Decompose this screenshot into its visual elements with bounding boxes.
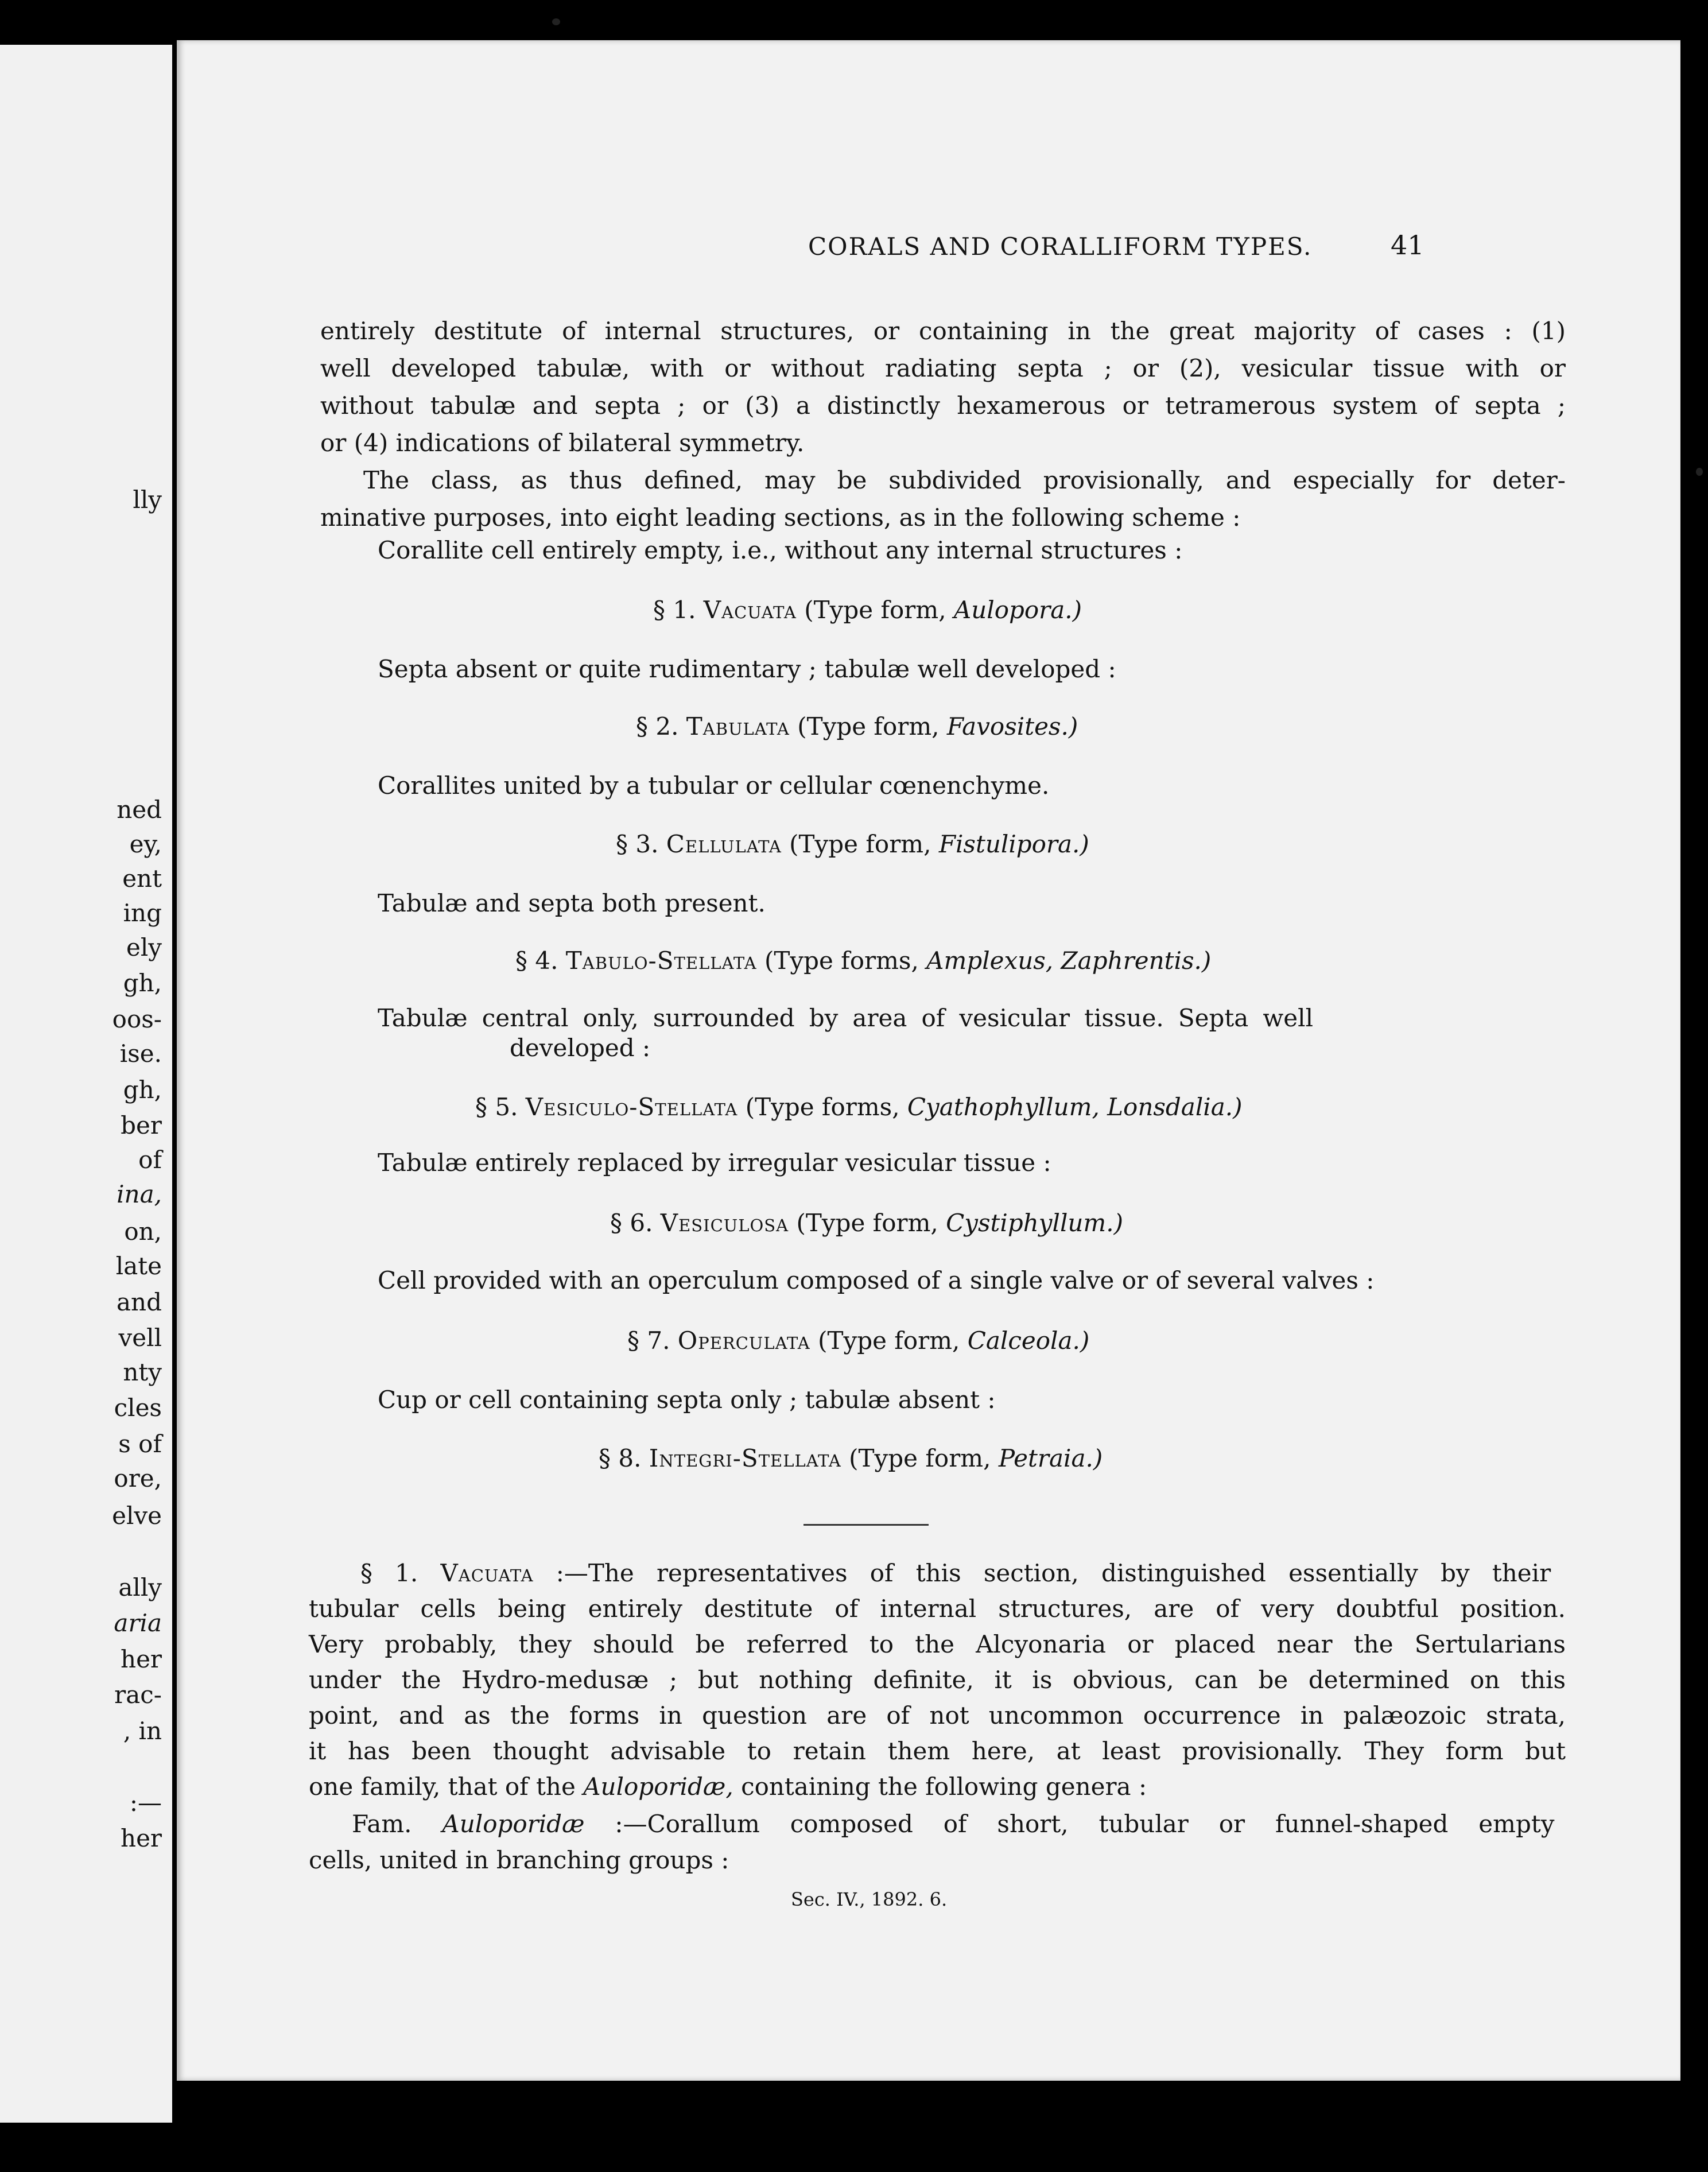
class-para-line: The class, as thus defined, may be subdivided provisionally, and especially for deter- bbox=[363, 466, 1566, 494]
scheme-description: Corallites united by a tubular or cellular cœnenchyme. bbox=[378, 771, 1050, 800]
facing-page-fragment: cles bbox=[114, 1394, 162, 1422]
facing-page-edge bbox=[0, 45, 172, 2123]
paragraph-text: :—The representatives of this section, distinguished essentially by their bbox=[556, 1559, 1551, 1587]
facing-page-fragment: nty bbox=[123, 1358, 162, 1386]
running-header: CORALS AND CORALLIFORM TYPES. bbox=[808, 232, 1313, 261]
section-name: Vesiculo-Stellata bbox=[525, 1093, 738, 1121]
section-name: Vacuata bbox=[703, 596, 797, 624]
type-form-label: (Type forms, bbox=[764, 947, 919, 975]
section-name: Tabulata bbox=[686, 712, 790, 740]
type-form-label: (Type forms, bbox=[745, 1093, 900, 1121]
section-heading bbox=[475, 1095, 1243, 1119]
section-heading bbox=[653, 598, 1082, 622]
section-name: Integri-Stellata bbox=[649, 1444, 841, 1472]
paragraph-text: Fam. bbox=[352, 1810, 412, 1838]
facing-page-fragment: oos- bbox=[112, 1005, 162, 1033]
section-number: § 3. bbox=[616, 830, 659, 858]
scheme-description: Tabulæ entirely replaced by irregular vesicular tissue : bbox=[378, 1149, 1051, 1177]
section-heading bbox=[616, 832, 1089, 856]
section-heading bbox=[636, 712, 1078, 740]
scheme-description: Septa absent or quite rudimentary ; tabulæ well developed : bbox=[378, 655, 1116, 683]
facing-page-fragment: vell bbox=[118, 1324, 162, 1352]
facing-page-fragment: ise. bbox=[119, 1040, 162, 1068]
type-form-label: (Type form, bbox=[797, 712, 940, 740]
section-name: Vesiculosa bbox=[660, 1209, 789, 1237]
facing-page-fragment: lly bbox=[133, 486, 162, 514]
type-form-label: (Type form, bbox=[849, 1444, 991, 1472]
page bbox=[177, 40, 1680, 2081]
section-name: Operculata bbox=[677, 1327, 810, 1355]
vacuata-para-line: it has been thought advisable to retain them here, at least provisionally. They form but bbox=[309, 1737, 1566, 1765]
facing-page-fragment: ina, bbox=[117, 1180, 162, 1208]
section-heading bbox=[627, 1329, 1089, 1353]
type-genus: Petraia.) bbox=[998, 1444, 1103, 1472]
facing-page-fragment: her bbox=[121, 1824, 162, 1852]
type-genus: Aulopora.) bbox=[953, 596, 1082, 624]
vacuata-para-line: point, and as the forms in question are of not uncommon occurrence in palæozoic strata, bbox=[309, 1701, 1566, 1729]
facing-page-fragment: rac- bbox=[114, 1681, 162, 1709]
scheme-description: Tabulæ and septa both present. bbox=[378, 889, 766, 917]
type-genus: Cyathophyllum, Lonsdalia.) bbox=[907, 1093, 1243, 1121]
class-para-line: minative purposes, into eight leading sections, as in the following scheme : bbox=[320, 503, 1241, 532]
facing-page-fragment: of bbox=[138, 1146, 162, 1174]
facing-page-fragment: ber bbox=[121, 1111, 162, 1139]
paragraph-text: containing the following genera : bbox=[741, 1772, 1147, 1801]
intro-line: without tabulæ and septa ; or (3) a distinctly hexamerous or tetramerous system of septa ; bbox=[320, 391, 1566, 420]
section-divider bbox=[803, 1524, 929, 1526]
vacuata-para-line: Very probably, they should be referred to the Alcyonaria or placed near the Sertularians bbox=[309, 1630, 1566, 1658]
facing-page-fragment: ore, bbox=[114, 1464, 162, 1492]
facing-page-fragment: her bbox=[121, 1645, 162, 1673]
facing-page-fragment: and bbox=[117, 1288, 162, 1316]
facing-page-fragment: ally bbox=[118, 1573, 162, 1601]
scheme-description: Cup or cell containing septa only ; tabulæ absent : bbox=[378, 1386, 996, 1414]
facing-page-fragment: gh, bbox=[123, 1076, 162, 1104]
vacuata-para-first-line bbox=[360, 1561, 1551, 1585]
paragraph-text: one family, that of the bbox=[309, 1772, 576, 1801]
type-form-label: (Type form, bbox=[796, 1209, 938, 1237]
facing-page-fragment: ey, bbox=[129, 830, 162, 858]
section-number: § 8. bbox=[599, 1444, 642, 1472]
intro-line: entirely destitute of internal structures, or containing in the great majority of cases : (1) bbox=[320, 317, 1566, 345]
scheme-description: Cell provided with an operculum composed of a single valve or of several valves : bbox=[378, 1266, 1375, 1294]
page-number: 41 bbox=[1391, 230, 1424, 261]
section-number: § 5. bbox=[475, 1093, 518, 1121]
family-name: Auloporidæ bbox=[442, 1810, 585, 1838]
facing-page-fragment: aria bbox=[114, 1609, 162, 1637]
fam-para-line: cells, united in branching groups : bbox=[309, 1846, 729, 1874]
intro-line: or (4) indications of bilateral symmetry. bbox=[320, 429, 805, 457]
facing-page-fragment: ent bbox=[122, 864, 162, 893]
dust-speck bbox=[1696, 468, 1703, 476]
facing-page-fragment: ned bbox=[117, 796, 162, 824]
type-form-label: (Type form, bbox=[789, 830, 931, 858]
section-number: § 6. bbox=[610, 1209, 653, 1237]
type-genus: Amplexus, Zaphrentis.) bbox=[926, 947, 1212, 975]
section-name: Tabulo-Stellata bbox=[565, 947, 757, 975]
paragraph-text: :—Corallum composed of short, tubular or funnel-shaped empty bbox=[615, 1810, 1555, 1838]
type-form-label: (Type form, bbox=[818, 1327, 960, 1355]
vacuata-para-line: under the Hydro-medusæ ; but nothing definite, it is obvious, can be determined on this bbox=[309, 1666, 1566, 1694]
section-name: Cellulata bbox=[666, 830, 782, 858]
facing-page-fragment: :— bbox=[129, 1789, 162, 1817]
section-number: § 7. bbox=[627, 1327, 670, 1355]
fam-para-first-line bbox=[352, 1812, 1554, 1836]
section-name: Vacuata bbox=[440, 1559, 534, 1587]
dust-speck bbox=[552, 18, 560, 25]
facing-page-fragment: elve bbox=[112, 1502, 162, 1530]
type-form-label: (Type form, bbox=[804, 596, 946, 624]
facing-page-fragment: late bbox=[115, 1252, 162, 1280]
facing-page-fragment: on, bbox=[124, 1217, 162, 1246]
scheme-description: developed : bbox=[510, 1034, 651, 1062]
scheme-description: Tabulæ central only, surrounded by area of vesicular tissue. Septa well bbox=[378, 1004, 1313, 1032]
intro-line: well developed tabulæ, with or without radiating septa ; or (2), vesicular tissue with or bbox=[320, 354, 1566, 382]
section-number: § 2. bbox=[636, 712, 679, 740]
facing-page-fragment: s of bbox=[118, 1430, 162, 1458]
facing-page-fragment: ely bbox=[126, 933, 162, 961]
facing-page-fragment: gh, bbox=[123, 969, 162, 997]
facing-page-fragment: , in bbox=[123, 1717, 162, 1745]
section-heading bbox=[599, 1446, 1103, 1471]
type-genus: Favosites.) bbox=[946, 712, 1078, 740]
section-number: § 1. bbox=[653, 596, 696, 624]
section-heading bbox=[515, 949, 1211, 973]
family-name: Auloporidæ, bbox=[583, 1772, 733, 1801]
facing-page-fragment: ing bbox=[123, 899, 162, 927]
vacuata-para-last-line bbox=[309, 1772, 1147, 1801]
vacuata-para-line: tubular cells being entirely destitute of internal structures, are of very doubtful position. bbox=[309, 1595, 1566, 1623]
section-number: § 1. bbox=[360, 1559, 418, 1587]
type-genus: Cystiphyllum.) bbox=[946, 1209, 1123, 1237]
type-genus: Calceola.) bbox=[967, 1327, 1090, 1355]
type-genus: Fistulipora.) bbox=[938, 830, 1089, 858]
section-number: § 4. bbox=[515, 947, 558, 975]
section-heading bbox=[610, 1211, 1123, 1235]
signature-footer: Sec. IV., 1892. 6. bbox=[791, 1888, 948, 1910]
scheme-description: Corallite cell entirely empty, i.e., without any internal structures : bbox=[378, 536, 1183, 564]
